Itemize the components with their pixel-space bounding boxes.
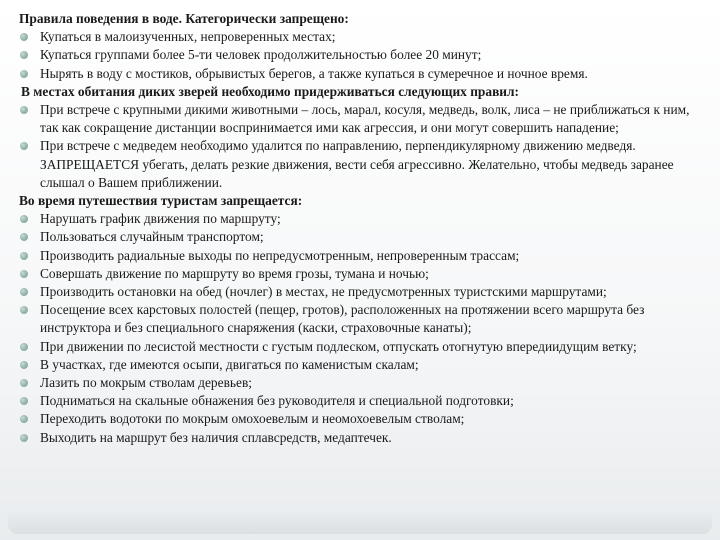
bullet-icon	[20, 33, 28, 41]
bullet-icon	[20, 288, 28, 296]
bullet-icon	[20, 343, 28, 351]
list-item: При движении по лесистой местности с густым подлеском, отпускать отогнутую впередиидущим ветку;	[19, 338, 709, 356]
list-item: Посещение всех карстовых полостей (пещер, гротов), расположенных на протяжении всего маршрута без инструктора и без специального снаряжения (каски, страховочные канаты);	[19, 301, 709, 337]
bullet-icon	[20, 106, 28, 114]
list-item: Лазить по мокрым стволам деревьев;	[19, 374, 709, 392]
list-tourist-prohibitions	[19, 210, 709, 447]
list-item: Производить остановки на обед (ночлег) в местах, не предусмотренных туристскими маршрутами;	[19, 283, 709, 301]
bullet-icon	[20, 142, 28, 150]
bullet-icon	[20, 51, 28, 59]
bullet-icon	[20, 379, 28, 387]
list-water-rules	[19, 28, 709, 83]
section-heading-water-rules: Правила поведения в воде. Категорически запрещено:	[19, 11, 349, 26]
bullet-icon	[20, 70, 28, 78]
list-item: В участках, где имеются осыпи, двигаться по каменистым скалам;	[19, 356, 709, 374]
bullet-icon	[20, 215, 28, 223]
list-item: Выходить на маршрут без наличия сплавсредств, медаптечек.	[19, 429, 709, 447]
list-item: Купаться в малоизученных, непроверенных местах;	[19, 28, 709, 46]
bullet-icon	[20, 306, 28, 314]
list-item: Нарушать график движения по маршруту;	[19, 210, 709, 228]
list-item: Нырять в воду с мостиков, обрывистых берегов, а также купаться в сумеречное и ночное время.	[19, 65, 709, 83]
list-item: Переходить водотоки по мокрым омохоевелым и неомохоевелым стволам;	[19, 410, 709, 428]
bullet-icon	[20, 361, 28, 369]
list-item: Подниматься на скальные обнажения без руководителя и специальной подготовки;	[19, 392, 709, 410]
list-item: При встрече с медведем необходимо удалится по направлению, перпендикулярному движению медведя. ЗАПРЕЩАЕТСЯ убегать, делать резкие движения, вести себя агрессивно. Желательно, чтобы медведь заранее слышал о Вашем приближении.	[19, 137, 709, 192]
bullet-icon	[20, 252, 28, 260]
list-item: Купаться группами более 5-ти человек продолжительностью более 20 минут;	[19, 46, 709, 64]
list-wild-animals	[19, 101, 709, 192]
slide-content	[19, 10, 709, 447]
bullet-icon	[20, 397, 28, 405]
bullet-icon	[20, 415, 28, 423]
list-item: При встрече с крупными дикими животными – лось, марал, косуля, медведь, волк, лиса – не приближаться к ним, так как сокращение дистанции воспринимается ими как агрессия, и они могут совершить нападение;	[19, 101, 709, 137]
slide-bottom-shadow	[8, 510, 712, 534]
section-heading-tourist-prohibitions: Во время путешествия туристам запрещается:	[19, 193, 303, 209]
bullet-icon	[20, 233, 28, 241]
bullet-icon	[20, 434, 28, 442]
list-item: Совершать движение по маршруту во время грозы, тумана и ночью;	[19, 265, 709, 283]
section-heading-wild-animals: В местах обитания диких зверей необходимо придерживаться следующих правил:	[21, 83, 519, 99]
list-item: Производить радиальные выходы по непредусмотренным, непроверенным трассам;	[19, 247, 709, 265]
list-item: Пользоваться случайным транспортом;	[19, 228, 709, 246]
bullet-icon	[20, 270, 28, 278]
